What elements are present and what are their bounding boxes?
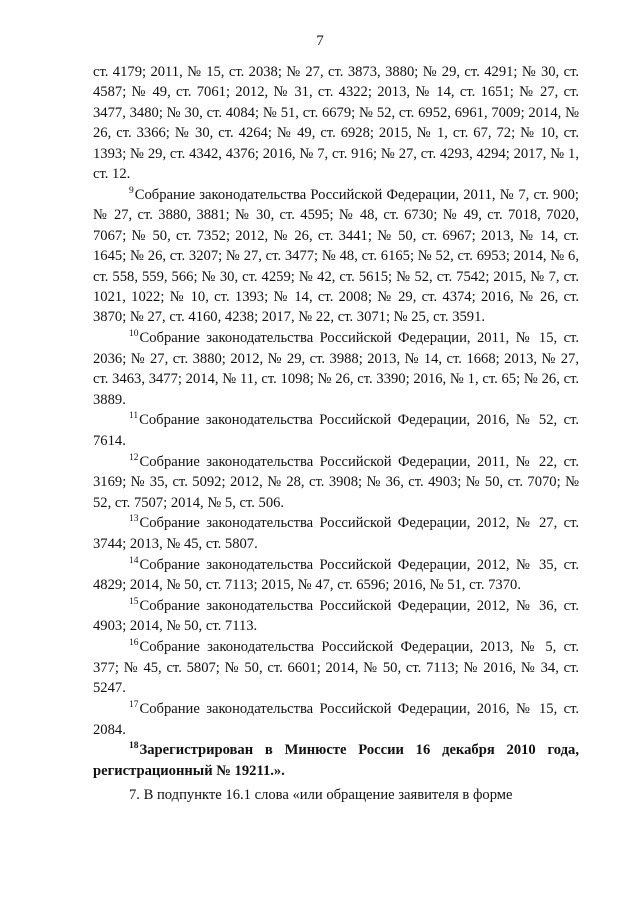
footnote-text: Собрание законодательства Российской Федерации, 2016, № 52, ст. 7614. (93, 412, 579, 449)
footnote-text: Собрание законодательства Российской Федерации, 2012, № 36, ст. 4903; 2014, № 50, ст. 7113. (93, 598, 579, 635)
page-number: 7 (316, 33, 324, 49)
item-7-paragraph: 7. В подпункте 16.1 слова «или обращение заявителя в форме (129, 787, 513, 804)
page-body (93, 62, 579, 806)
footnote-mark: 13 (129, 514, 139, 525)
footnote-text: Собрание законодательства Российской Федерации, 2016, № 15, ст. 2084. (93, 701, 579, 738)
registration-text: Зарегистрирован в Минюсте России 16 декабря 2010 года, регистрационный № 19211.». (93, 742, 579, 779)
footnote-mark: 14 (129, 555, 139, 566)
footnote-10 (93, 328, 579, 410)
footnote-mark: 12 (129, 452, 139, 463)
footnote-16 (93, 637, 579, 698)
footnote-text: Собрание законодательства Российской Федерации, 2011, № 7, ст. 900; № 27, ст. 3880, 3881; № 30, ст. 4595; № 48, ст. 6730; № 49, ст. 7018, 7020, 7067; № 50, ст. 7352; 2012, № 26, ст. 3441; № 50, ст. 6967; 2013, № 14, ст. 1645; № 26, ст. 3207; № 27, ст. 3477; № 48, ст. 6165; № 52, ст. 6953; 2014, № 6, ст. 558, 559, 566; № 30, ст. 4259; № 42, ст. 5615; № 52, ст. 7542; 2015, № 7, ст. 1021, 1022; № 10, ст. 1393; № 14, ст. 2008; № 29, ст. 4374; 2016, № 26, ст. 3870; № 27, ст. 4160, 4238; 2017, № 22, ст. 3071; № 25, ст. 3591. (93, 186, 579, 326)
footnote-continuation: ст. 4179; 2011, № 15, ст. 2038; № 27, ст. 3873, 3880; № 29, ст. 4291; № 30, ст. 4587; № 49, ст. 7061; 2012, № 31, ст. 4322; 2013, № 14, ст. 1651; № 27, ст. 3477, 3480; № 30, ст. 4084; № 51, ст. 6679; № 52, ст. 6952, 6961, 7009; 2014, № 26, ст. 3366; № 30, ст. 4264; № 49, ст. 6928; 2015, № 1, ст. 67, 72; № 10, ст. 1393; № 29, ст. 4342, 4376; 2016, № 7, ст. 916; № 27, ст. 4293, 4294; 2017, № 1, ст. 12. (93, 64, 579, 183)
footnote-text: Собрание законодательства Российской Федерации, 2011, № 22, ст. 3169; № 35, ст. 5092; 2012, № 28, ст. 3908; № 36, ст. 4903; № 50, ст. 7070; № 52, ст. 7507; 2014, № 5, ст. 506. (93, 453, 579, 511)
footnote-text: Собрание законодательства Российской Федерации, 2013, № 5, ст. 377; № 45, ст. 5807; № 50, ст. 6601; 2014, № 50, ст. 7113; № 2016, № 34, ст. 5247. (93, 639, 579, 697)
footnote-18-registration (93, 740, 579, 781)
footnote-text: Собрание законодательства Российской Федерации, 2011, № 15, ст. 2036; № 27, ст. 3880; 2012, № 29, ст. 3988; 2013, № 14, ст. 1668; 2013, № 27, ст. 3463, 3477; 2014, № 11, ст. 1098; № 26, ст. 3390; 2016, № 1, ст. 65; № 26, ст. 3889. (93, 330, 579, 408)
footnote-mark: 10 (129, 329, 139, 340)
footnote-mark: 17 (129, 700, 139, 711)
footnote-mark: 15 (129, 597, 139, 608)
footnote-17 (93, 699, 579, 740)
footnote-15 (93, 596, 579, 637)
footnote-11 (93, 410, 579, 451)
footnote-mark: 16 (129, 638, 139, 649)
footnote-mark: 11 (129, 411, 139, 422)
footnote-text: Собрание законодательства Российской Федерации, 2012, № 35, ст. 4829; 2014, № 50, ст. 7113; 2015, № 47, ст. 6596; 2016, № 51, ст. 7370. (93, 556, 579, 594)
footnote-mark: 9 (129, 185, 134, 196)
footnote-12 (93, 452, 579, 513)
footnote-9 (93, 185, 579, 328)
footnote-mark: 18 (129, 741, 139, 752)
footnote-13 (93, 513, 579, 554)
footnote-text: Собрание законодательства Российской Федерации, 2012, № 27, ст. 3744; 2013, № 45, ст. 5807. (93, 515, 579, 552)
footnote-14 (93, 555, 579, 596)
